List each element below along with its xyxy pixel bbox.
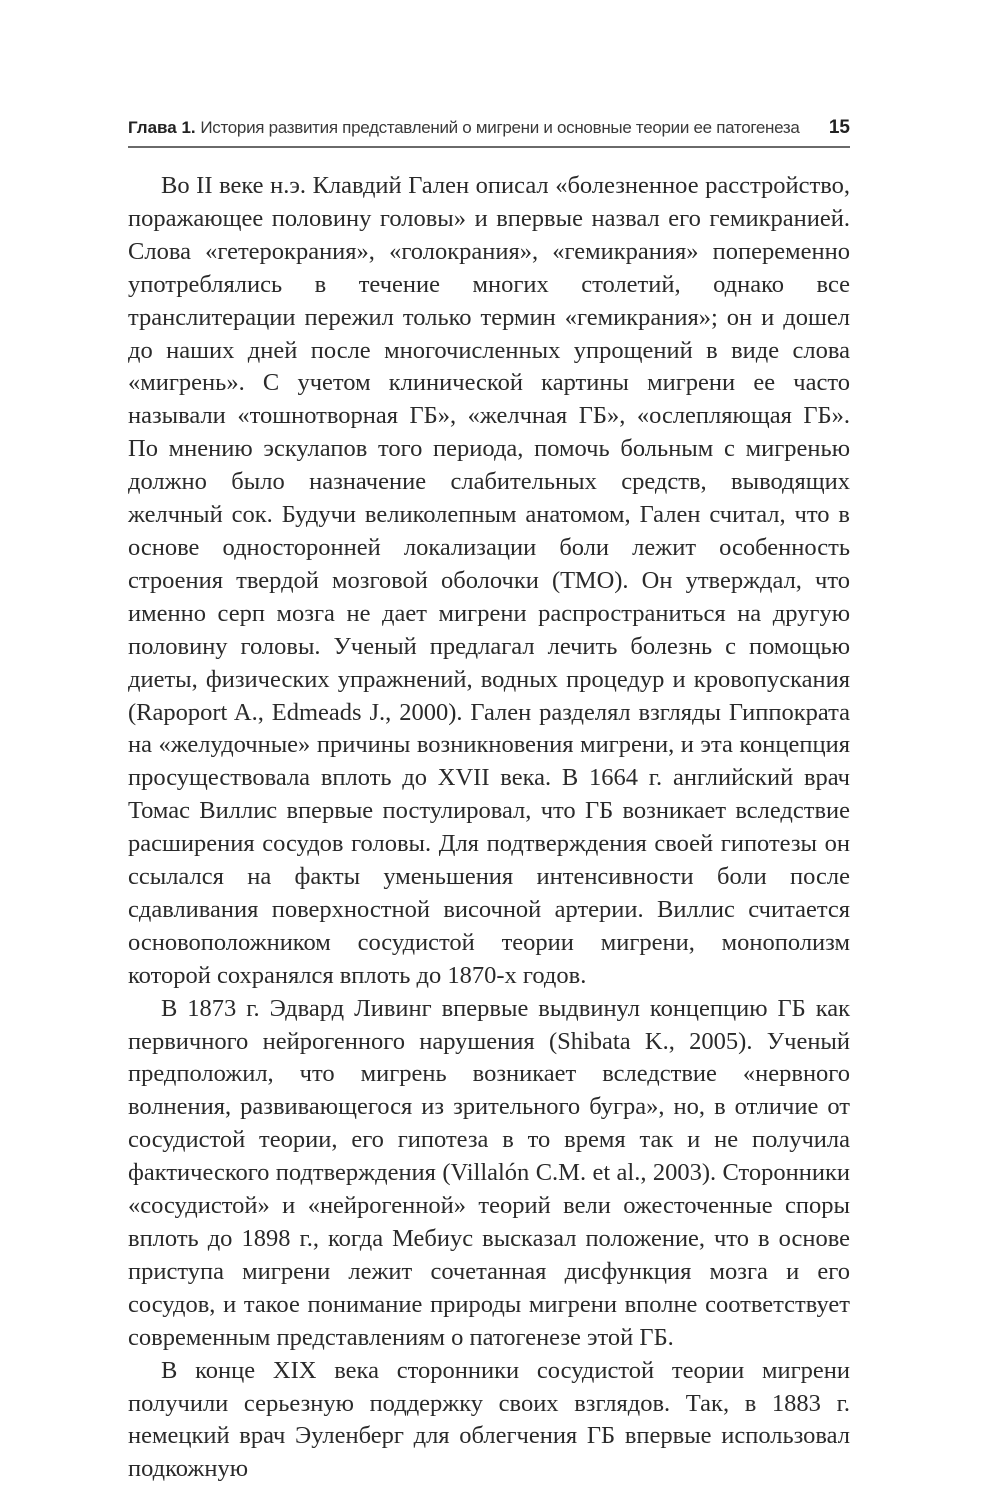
chapter-title: История развития представлений о мигрени и основные теории ее патогенеза — [200, 118, 800, 137]
header-divider — [128, 146, 850, 148]
paragraph-2: В 1873 г. Эдвард Ливинг впервые выдвинул концепцию ГБ как первичного нейрогенного нарушения (Shibata K., 2005). Ученый предположил, что мигрень возникает вследствие «нервного волнения, развивающегося из зрительного бугра», но, в отличие от сосудистой теории, его гипотеза в то время так и не получила фактического подтверждения (Villalón C.M. et al., 2003). Сторонники «сосудистой» и «нейрогенной» теорий вели ожесточенные споры вплоть до 1898 г., когда Мебиус высказал положение, что в основе приступа мигрени лежит сочетанная дисфункция мозга и его сосудов, и такое понимание природы мигрени вполне соответствует современным представлениям о патогенезе этой ГБ. — [128, 994, 850, 1351]
body-text — [128, 170, 850, 1486]
paragraph-3: В конце XIX века сторонники сосудистой теории мигрени получили серьезную поддержку своих взглядов. Так, в 1883 г. немецкий врач Эуленберг для облегчения ГБ впервые использовал подкожную — [128, 1356, 850, 1483]
running-header — [128, 118, 850, 148]
paragraph-1: Во II веке н.э. Клавдий Гален описал «болезненное расстройство, поражающее половину головы» и впервые назвал его гемикранией. Слова «гетерокрания», «голокрания», «гемикрания» попеременно употреблялись в течение многих столетий, однако все транслитерации пережил только термин «гемикрания»; он и дошел до наших дней после многочисленных упрощений в виде слова «мигрень». С учетом клинической картины мигрени ее часто называли «тошнотворная ГБ», «желчная ГБ», «ослепляющая ГБ». По мнению эскулапов того периода, помочь больным с мигренью должно было назначение слабительных средств, выводящих желчный сок. Будучи великолепным анатомом, Гален считал, что в основе односторонней локализации боли лежит особенность строения твердой мозговой оболочки (ТМО). Он утверждал, что именно серп мозга не дает мигрени распространиться на другую половину головы. Ученый предлагал лечить болезнь с помощью диеты, физических упражнений, водных процедур и кровопускания (Rapoport A., Edmeads J., 2000). Гален разделял взгляды Гиппократа на «желудочные» причины возникновения мигрени, и эта концепция просуществовала вплоть до XVII века. В 1664 г. английский врач Томас Виллис впервые постулировал, что ГБ возникает вследствие расширения сосудов головы. Для подтверждения своей гипотезы он ссылался на факты уменьшения интенсивности боли после сдавливания поверхностной височной артерии. Виллис считается основоположником сосудистой теории мигрени, монополизм которой сохранялся вплоть до 1870-х годов. — [128, 172, 850, 989]
page-number: 15 — [828, 117, 850, 138]
chapter-label: Глава 1. — [128, 118, 201, 137]
